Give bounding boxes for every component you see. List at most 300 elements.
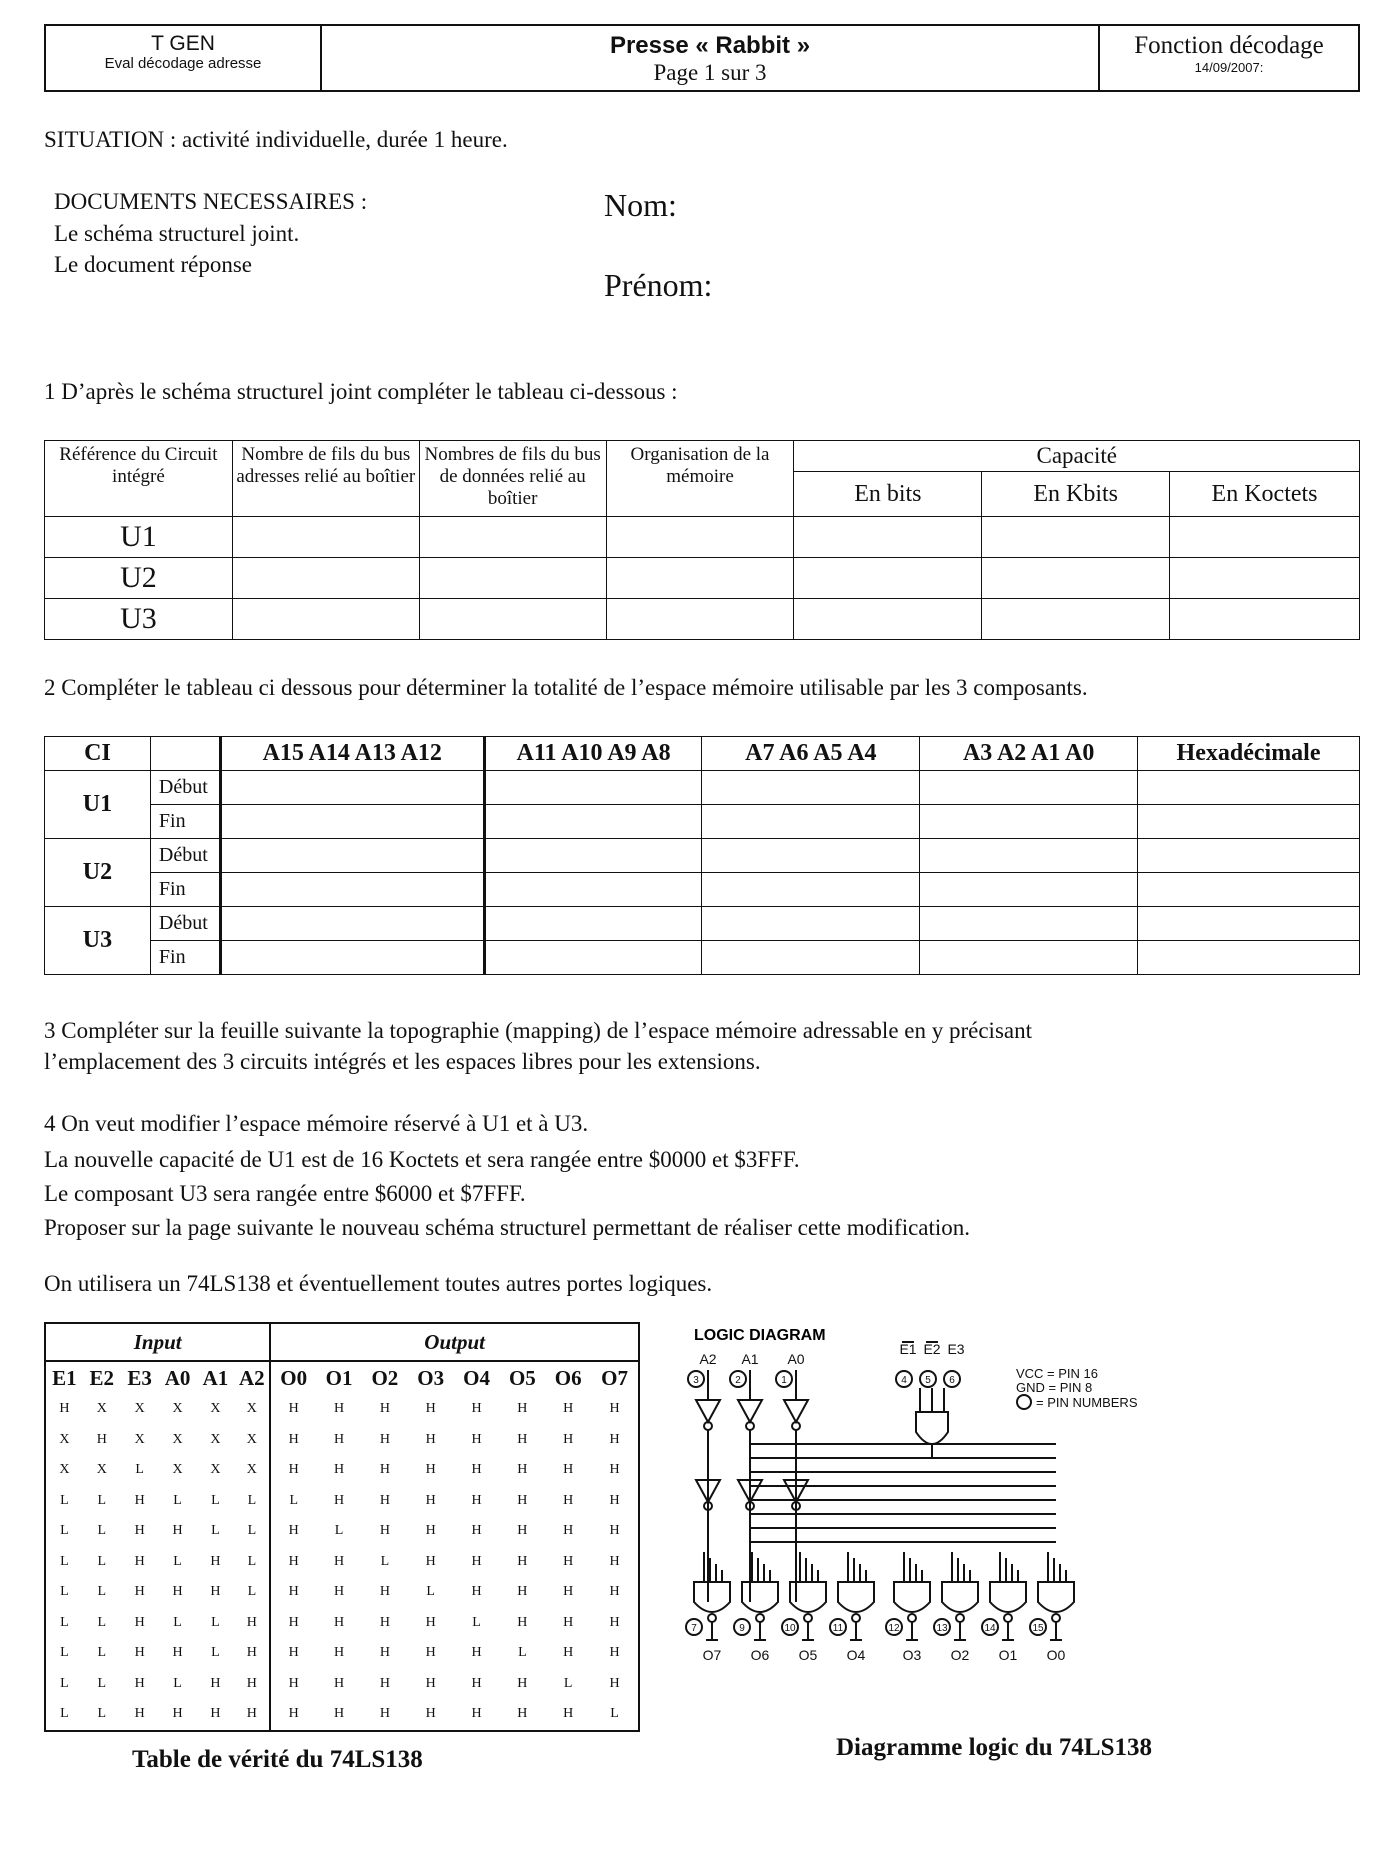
truth-cell: H xyxy=(471,1584,482,1600)
debut-label: Début xyxy=(150,907,220,941)
truth-cell: X xyxy=(210,1462,221,1478)
pin-number: 10 xyxy=(784,1623,796,1634)
truth-cell: H xyxy=(134,1492,145,1508)
answer-cell[interactable] xyxy=(232,517,419,558)
answer-cell[interactable] xyxy=(982,517,1170,558)
truth-cell: H xyxy=(134,1675,145,1691)
header-bits: En bits xyxy=(794,472,982,517)
pin-number: 6 xyxy=(949,1375,955,1386)
truth-cell: L xyxy=(97,1645,107,1661)
output-nand-gate xyxy=(694,1582,730,1612)
truth-cell: H xyxy=(379,1401,390,1417)
table-row xyxy=(45,558,1360,599)
table-row xyxy=(45,907,1360,941)
truth-cell: L xyxy=(211,1645,220,1661)
truth-cell: H xyxy=(609,1645,620,1661)
pin-number: 12 xyxy=(888,1623,900,1634)
truth-cell: H xyxy=(563,1553,574,1569)
header-hex: Hexadécimale xyxy=(1138,737,1360,771)
question-4-line-1: 4 On veut modifier l’espace mémoire réservé à U1 et à U3. xyxy=(44,1111,589,1136)
inverter-bubble xyxy=(1004,1614,1012,1622)
truth-table xyxy=(44,1322,640,1732)
logic-diagram-title: LOGIC DIAGRAM xyxy=(694,1327,826,1344)
pin-legend-label: = PIN NUMBERS xyxy=(1036,1395,1138,1410)
pin-number: 13 xyxy=(936,1623,948,1634)
answer-cell[interactable] xyxy=(920,805,1138,839)
truth-cell: H xyxy=(379,1614,390,1630)
truth-cell: H xyxy=(609,1584,620,1600)
truth-col-header: O1 xyxy=(325,1365,353,1390)
enable-label-0: E1 xyxy=(899,1341,917,1357)
truth-cell: H xyxy=(425,1645,436,1661)
truth-cell: X xyxy=(172,1462,183,1478)
question-3-line-2: l’emplacement des 3 circuits intégrés et les espaces libres pour les extensions. xyxy=(44,1049,761,1074)
truth-cell: H xyxy=(379,1492,390,1508)
output-label-2: O5 xyxy=(798,1647,818,1663)
function-label: Fonction décodage xyxy=(1134,32,1324,59)
table-row xyxy=(45,941,1360,975)
pin-number: 1 xyxy=(781,1375,787,1386)
truth-cell: H xyxy=(517,1706,528,1722)
truth-cell: H xyxy=(379,1462,390,1478)
answer-cell[interactable] xyxy=(419,558,606,599)
situation-text: SITUATION : activité individuelle, durée 1 heure. xyxy=(44,127,508,152)
output-label-0: O7 xyxy=(702,1647,722,1663)
truth-cell: H xyxy=(563,1462,574,1478)
truth-cell: H xyxy=(517,1553,528,1569)
truth-cell: H xyxy=(333,1431,345,1447)
truth-cell: H xyxy=(517,1584,528,1600)
truth-cell: H xyxy=(379,1675,390,1691)
truth-cell: H xyxy=(563,1614,574,1630)
truth-cell: H xyxy=(379,1584,390,1600)
truth-cell: H xyxy=(563,1584,574,1600)
legend-circle xyxy=(1017,1395,1031,1409)
question-4-line-4: Proposer sur la page suivante le nouveau schéma structurel permettant de réaliser cette modification. xyxy=(44,1215,971,1240)
answer-cell[interactable] xyxy=(419,517,606,558)
truth-cell: H xyxy=(379,1431,390,1447)
truth-cell: L xyxy=(60,1523,69,1539)
question-4-line-2: La nouvelle capacité de U1 est de 16 Koctets et sera rangée entre $0000 et $3FFF. xyxy=(44,1147,800,1172)
answer-cell[interactable] xyxy=(1170,599,1360,640)
truth-col-header: A1 xyxy=(202,1365,229,1390)
truth-cell: H xyxy=(471,1401,482,1417)
truth-cell: H xyxy=(563,1645,574,1661)
truth-cell: L xyxy=(97,1706,107,1722)
truth-cell: L xyxy=(211,1614,220,1630)
answer-cell[interactable] xyxy=(606,558,794,599)
answer-cell[interactable] xyxy=(794,599,982,640)
gnd-label: GND = PIN 8 xyxy=(1016,1380,1093,1395)
truth-cell: H xyxy=(246,1706,257,1722)
truth-cell: H xyxy=(270,1394,316,1425)
truth-cell: H xyxy=(609,1462,620,1478)
answer-cell[interactable] xyxy=(1138,873,1360,907)
truth-cell: H xyxy=(563,1523,574,1539)
truth-cell: H xyxy=(134,1584,145,1600)
truth-cell: H xyxy=(210,1706,221,1722)
truth-cell: L xyxy=(173,1675,182,1691)
truth-cell: H xyxy=(270,1516,316,1547)
table-row xyxy=(45,1425,639,1456)
header-address-wires: Nombre de fils du bus adresses relié au boîtier xyxy=(232,441,419,517)
answer-cell[interactable] xyxy=(484,873,702,907)
pin-number: 9 xyxy=(739,1623,745,1634)
truth-cell: H xyxy=(134,1553,145,1569)
truth-cell: X xyxy=(210,1431,221,1447)
answer-cell[interactable] xyxy=(220,771,484,805)
truth-cell: H xyxy=(517,1614,528,1630)
truth-cell: H xyxy=(270,1547,316,1578)
truth-cell: H xyxy=(425,1431,436,1447)
doc-item-2: Le document réponse xyxy=(54,252,252,277)
answer-cell[interactable] xyxy=(920,839,1138,873)
inverter-bubble xyxy=(708,1614,716,1622)
truth-cell: H xyxy=(270,1638,316,1669)
header-capacity: Capacité xyxy=(794,441,1360,472)
truth-cell: L xyxy=(247,1584,257,1600)
prenom-label: Prénom: xyxy=(604,267,713,303)
table-row xyxy=(45,771,1360,805)
table-row xyxy=(45,1638,639,1669)
vcc-label: VCC = PIN 16 xyxy=(1016,1366,1099,1381)
row-label-u1: U1 xyxy=(45,517,233,558)
truth-cell: H xyxy=(471,1645,482,1661)
table-row xyxy=(45,599,1360,640)
truth-cell: X xyxy=(134,1431,145,1447)
answer-cell[interactable] xyxy=(702,941,920,975)
truth-cell: L xyxy=(60,1614,69,1630)
truth-cell: L xyxy=(173,1553,182,1569)
input-label-2: A0 xyxy=(787,1351,805,1367)
page-number: Page 1 sur 3 xyxy=(653,60,767,85)
truth-cell: X xyxy=(210,1401,221,1417)
truth-cell: H xyxy=(210,1553,221,1569)
input-label: Input xyxy=(45,1323,270,1361)
answer-cell[interactable] xyxy=(1138,805,1360,839)
output-label-6: O1 xyxy=(998,1647,1018,1663)
truth-cell: H xyxy=(270,1577,316,1608)
truth-cell: H xyxy=(134,1645,145,1661)
answer-cell[interactable] xyxy=(232,558,419,599)
answer-cell[interactable] xyxy=(606,599,794,640)
truth-cell: H xyxy=(609,1614,620,1630)
output-nand-gate xyxy=(990,1582,1026,1612)
answer-cell[interactable] xyxy=(232,599,419,640)
ci-label-u3: U3 xyxy=(45,907,151,975)
truth-cell: L xyxy=(563,1675,573,1691)
output-label-4: O3 xyxy=(902,1647,922,1663)
output-label-5: O2 xyxy=(950,1647,970,1663)
table-row xyxy=(45,805,1360,839)
answer-cell[interactable] xyxy=(702,805,920,839)
truth-cell: H xyxy=(379,1645,390,1661)
header-ref: Référence du Circuit intégré xyxy=(45,441,233,517)
truth-cell: H xyxy=(270,1699,316,1731)
truth-cell: H xyxy=(471,1431,482,1447)
output-nand-gate xyxy=(1038,1582,1074,1612)
output-nand-gate xyxy=(894,1582,930,1612)
truth-cell: H xyxy=(563,1492,574,1508)
truth-cell: L xyxy=(135,1462,144,1478)
truth-col-header: O0 xyxy=(270,1361,316,1394)
address-table xyxy=(44,736,1360,975)
truth-cell: L xyxy=(97,1553,107,1569)
answer-cell[interactable] xyxy=(920,907,1138,941)
answer-cell[interactable] xyxy=(419,599,606,640)
header-a15-a12: A15 A14 A13 A12 xyxy=(220,737,484,771)
truth-cell: X xyxy=(59,1462,70,1478)
answer-cell[interactable] xyxy=(1138,941,1360,975)
truth-cell: H xyxy=(425,1706,436,1722)
answer-cell[interactable] xyxy=(484,771,702,805)
nom-label: Nom: xyxy=(604,187,677,223)
truth-cell: L xyxy=(334,1523,344,1539)
table-row xyxy=(45,1608,639,1639)
truth-cell: H xyxy=(172,1523,183,1539)
truth-col-header: E2 xyxy=(89,1365,115,1390)
truth-cell: L xyxy=(97,1614,107,1630)
truth-cell: L xyxy=(60,1645,69,1661)
answer-cell[interactable] xyxy=(220,873,484,907)
answer-cell[interactable] xyxy=(484,805,702,839)
truth-cell: H xyxy=(609,1401,620,1417)
truth-cell: X xyxy=(96,1401,107,1417)
truth-cell: H xyxy=(517,1675,528,1691)
output-label: Output xyxy=(270,1323,639,1361)
answer-cell[interactable] xyxy=(606,517,794,558)
class-label: T GEN xyxy=(151,32,215,55)
question-1: 1 D’après le schéma structurel joint compléter le tableau ci-dessous : xyxy=(44,379,678,404)
answer-cell[interactable] xyxy=(1138,839,1360,873)
doc-item-1: Le schéma structurel joint. xyxy=(54,221,300,246)
answer-cell[interactable] xyxy=(920,941,1138,975)
header-koctets: En Koctets xyxy=(1170,472,1360,517)
truth-cell: H xyxy=(563,1706,574,1722)
pin-number: 14 xyxy=(984,1623,996,1634)
output-nand-gate xyxy=(838,1582,874,1612)
output-label-3: O4 xyxy=(846,1647,866,1663)
answer-cell[interactable] xyxy=(220,805,484,839)
answer-cell[interactable] xyxy=(920,771,1138,805)
table-row xyxy=(45,517,1360,558)
pin-number: 7 xyxy=(691,1623,697,1634)
truth-cell: L xyxy=(97,1675,107,1691)
truth-cell: H xyxy=(517,1462,528,1478)
output-label-7: O0 xyxy=(1046,1647,1066,1663)
truth-cell: X xyxy=(59,1431,70,1447)
header-data-wires: Nombres de fils du bus de données relié au boîtier xyxy=(419,441,606,517)
truth-cell: H xyxy=(246,1645,257,1661)
truth-cell: H xyxy=(517,1492,528,1508)
truth-cell: H xyxy=(425,1675,436,1691)
answer-cell[interactable] xyxy=(794,558,982,599)
answer-cell[interactable] xyxy=(484,941,702,975)
answer-cell[interactable] xyxy=(982,558,1170,599)
buffer-gate xyxy=(784,1400,808,1422)
truth-cell: H xyxy=(425,1492,436,1508)
truth-cell: L xyxy=(247,1492,257,1508)
table-row xyxy=(45,1669,639,1700)
truth-cell: H xyxy=(59,1401,70,1417)
truth-cell: H xyxy=(609,1523,620,1539)
truth-cell: H xyxy=(379,1706,390,1722)
truth-cell: H xyxy=(517,1431,528,1447)
docs-title: DOCUMENTS NECESSAIRES : xyxy=(54,189,368,214)
truth-cell: X xyxy=(246,1431,257,1447)
answer-cell[interactable] xyxy=(702,771,920,805)
debut-label: Début xyxy=(150,771,220,805)
truth-cell: X xyxy=(96,1462,107,1478)
truth-cell: H xyxy=(210,1675,221,1691)
truth-cell: H xyxy=(134,1614,145,1630)
fin-label: Fin xyxy=(150,873,220,907)
truth-col-header: E3 xyxy=(127,1365,152,1390)
truth-col-header: A2 xyxy=(239,1365,265,1390)
inverter-bubble xyxy=(908,1614,916,1622)
truth-cell: X xyxy=(246,1462,257,1478)
answer-cell[interactable] xyxy=(220,839,484,873)
header-a11-a8: A11 A10 A9 A8 xyxy=(484,737,702,771)
truth-cell: L xyxy=(518,1645,527,1661)
truth-cell: H xyxy=(609,1431,620,1447)
truth-cell: H xyxy=(609,1553,620,1569)
truth-cell: H xyxy=(246,1614,257,1630)
truth-cell: L xyxy=(97,1492,107,1508)
components-table xyxy=(44,440,1360,640)
truth-cell: X xyxy=(134,1401,145,1417)
truth-cell: H xyxy=(425,1614,436,1630)
truth-cell: H xyxy=(517,1523,528,1539)
question-4-line-5: On utilisera un 74LS138 et éventuellement toutes autres portes logiques. xyxy=(44,1271,713,1296)
truth-col-header: O2 xyxy=(371,1365,399,1390)
pin-number: 4 xyxy=(901,1375,907,1386)
inverter-bubble xyxy=(756,1614,764,1622)
truth-cell: L xyxy=(380,1553,390,1569)
pin-number: 15 xyxy=(1032,1623,1044,1634)
answer-cell[interactable] xyxy=(1138,771,1360,805)
debut-label: Début xyxy=(150,839,220,873)
truth-table-caption: Table de vérité du 74LS138 xyxy=(132,1746,423,1773)
truth-cell: H xyxy=(333,1462,345,1478)
truth-cell: H xyxy=(270,1425,316,1456)
truth-cell: X xyxy=(172,1401,183,1417)
truth-cell: H xyxy=(425,1462,436,1478)
truth-cell: H xyxy=(609,1492,620,1508)
truth-cell: H xyxy=(172,1584,183,1600)
answer-cell[interactable] xyxy=(794,517,982,558)
pin-number: 3 xyxy=(693,1375,699,1386)
truth-cell: H xyxy=(517,1401,528,1417)
answer-cell[interactable] xyxy=(1170,558,1360,599)
input-label-0: A2 xyxy=(699,1351,717,1367)
buffer-gate xyxy=(738,1400,762,1422)
truth-cell: H xyxy=(134,1523,145,1539)
row-label-u3: U3 xyxy=(45,599,233,640)
ci-label-u2: U2 xyxy=(45,839,151,907)
truth-cell: X xyxy=(172,1431,183,1447)
truth-cell: H xyxy=(333,1706,345,1722)
truth-cell: H xyxy=(333,1492,345,1508)
question-4-line-3: Le composant U3 sera rangée entre $6000 et $7FFF. xyxy=(44,1181,526,1206)
table-row xyxy=(45,1699,639,1731)
header-organisation: Organisation de la mémoire xyxy=(606,441,794,517)
truth-cell: L xyxy=(426,1584,435,1600)
answer-cell[interactable] xyxy=(484,907,702,941)
header-kbits: En Kbits xyxy=(982,472,1170,517)
table-row xyxy=(45,1516,639,1547)
answer-cell[interactable] xyxy=(220,907,484,941)
truth-cell: L xyxy=(60,1706,69,1722)
truth-cell: L xyxy=(610,1706,619,1722)
header-ci: CI xyxy=(45,737,151,771)
answer-cell[interactable] xyxy=(1170,517,1360,558)
truth-cell: H xyxy=(333,1553,345,1569)
truth-cell: H xyxy=(379,1523,390,1539)
truth-cell: H xyxy=(471,1523,482,1539)
truth-cell: H xyxy=(210,1584,221,1600)
truth-cell: H xyxy=(425,1523,436,1539)
header-a7-a4: A7 A6 A5 A4 xyxy=(702,737,920,771)
truth-col-header: O5 xyxy=(508,1365,536,1390)
truth-cell: H xyxy=(471,1675,482,1691)
truth-cell: L xyxy=(247,1553,257,1569)
ci-label-u1: U1 xyxy=(45,771,151,839)
header-left-cell xyxy=(46,26,322,90)
answer-cell[interactable] xyxy=(702,907,920,941)
truth-cell: L xyxy=(97,1584,107,1600)
truth-col-header: O4 xyxy=(463,1365,490,1390)
truth-cell: H xyxy=(471,1462,482,1478)
truth-cell: L xyxy=(173,1614,182,1630)
truth-cell: H xyxy=(471,1706,482,1722)
inverter-bubble xyxy=(956,1614,964,1622)
truth-cell: H xyxy=(609,1675,620,1691)
document-title: Presse « Rabbit » xyxy=(609,32,811,59)
enable-label-2: E3 xyxy=(947,1341,965,1357)
eval-label: Eval décodage adresse xyxy=(104,55,262,72)
truth-cell: L xyxy=(60,1492,69,1508)
answer-cell[interactable] xyxy=(484,839,702,873)
enable-label-1: E2 xyxy=(923,1341,941,1357)
output-label-1: O6 xyxy=(750,1647,770,1663)
truth-cell: H xyxy=(471,1492,482,1508)
logic-diagram xyxy=(680,1322,1320,1742)
truth-cell: L xyxy=(247,1523,257,1539)
truth-cell: H xyxy=(333,1584,345,1600)
truth-col-header: O3 xyxy=(417,1365,445,1390)
answer-cell[interactable] xyxy=(920,873,1138,907)
answer-cell[interactable] xyxy=(220,941,484,975)
answer-cell[interactable] xyxy=(702,839,920,873)
truth-cell: H xyxy=(246,1675,257,1691)
inverter-bubble xyxy=(852,1614,860,1622)
inverter-bubble xyxy=(804,1614,812,1622)
buffer-gate xyxy=(696,1400,720,1422)
answer-cell[interactable] xyxy=(702,873,920,907)
truth-cell: X xyxy=(246,1401,257,1417)
answer-cell[interactable] xyxy=(982,599,1170,640)
truth-cell: L xyxy=(60,1584,69,1600)
output-nand-gate xyxy=(742,1582,778,1612)
table-row xyxy=(45,1577,639,1608)
question-2: 2 Compléter le tableau ci dessous pour déterminer la totalité de l’espace mémoire utilisable par les 3 composants. xyxy=(44,675,1088,700)
truth-cell: H xyxy=(425,1401,436,1417)
truth-cell: H xyxy=(333,1614,345,1630)
answer-cell[interactable] xyxy=(1138,907,1360,941)
truth-cell: L xyxy=(60,1553,69,1569)
truth-cell: H xyxy=(471,1553,482,1569)
